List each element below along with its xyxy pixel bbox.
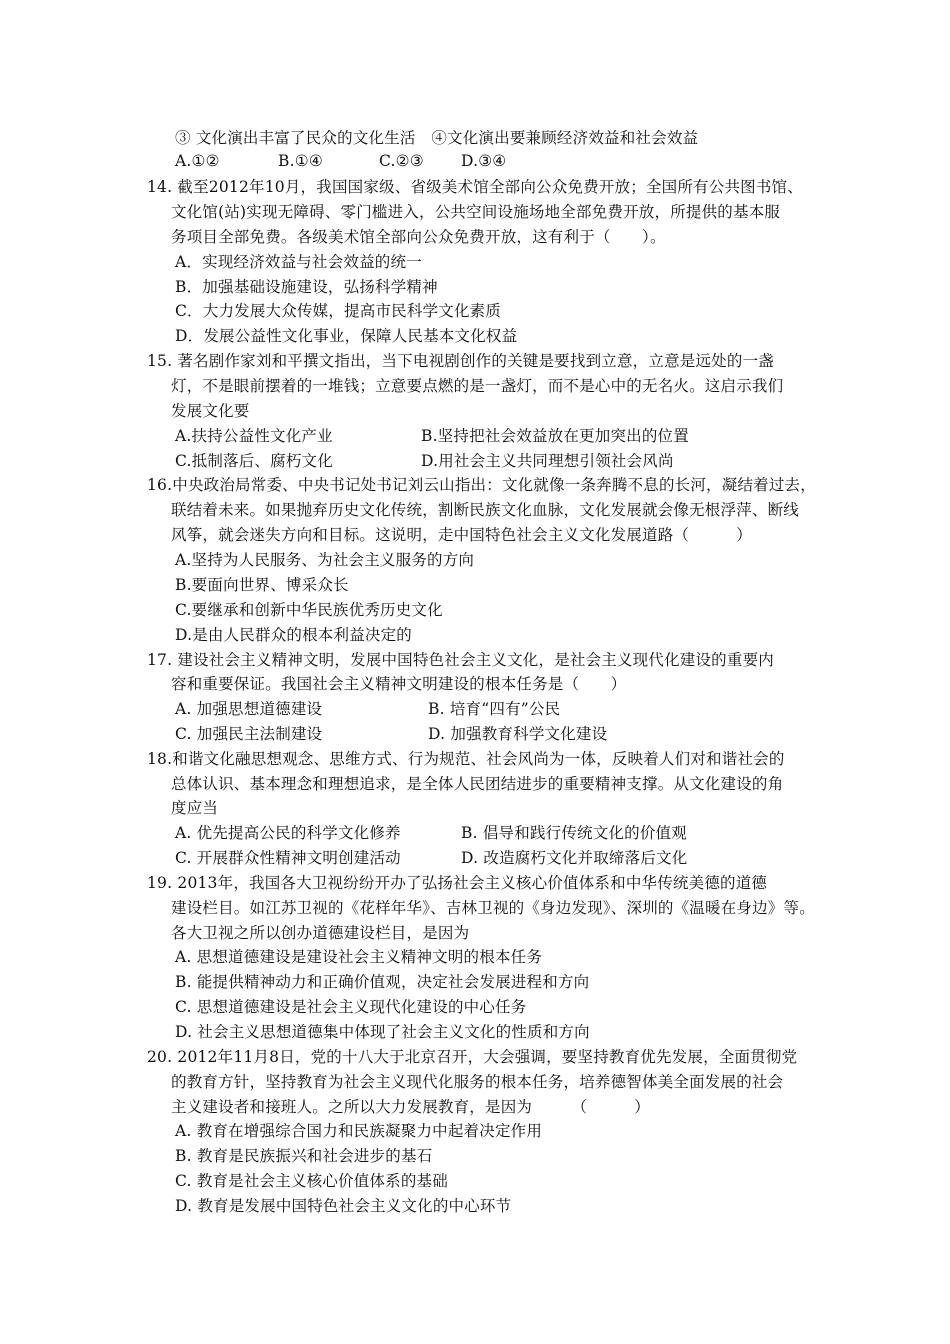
q14-stem-line: 务项目全部免费。各级美术馆全部向公众免费开放，这有利于（ ）。 bbox=[171, 228, 666, 246]
q15-stem-line: 发展文化要 bbox=[171, 402, 250, 420]
q14-option-d: D．发展公益性文化事业，保障人民基本文化权益 bbox=[175, 327, 518, 345]
q18-stem-line: 总体认识、基本理念和理想追求，是全体人民团结进步的重要精神支撑。从文化建设的角 bbox=[171, 775, 784, 793]
q14-stem-line: 文化馆(站)实现无障碍、零门槛进入，公共空间设施场地全部免费开放，所提供的基本服 bbox=[171, 203, 781, 221]
q13-option-a: A.①② bbox=[175, 152, 220, 170]
q14-option-c: C．大力发展大众传媒，提高市民科学文化素质 bbox=[175, 302, 502, 320]
q17-stem-line: 17. 建设社会主义精神文明，发展中国特色社会主义文化，是社会主义现代化建设的重要内 bbox=[147, 651, 774, 669]
q19-option-b: B. 能提供精神动力和正确价值观，决定社会发展进程和方向 bbox=[175, 973, 590, 991]
q17-option-a: A. 加强思想道德建设 bbox=[175, 700, 323, 718]
q17-option-d: D. 加强教育科学文化建设 bbox=[428, 725, 608, 743]
q13-statement-line: ③ 文化演出丰富了民众的文化生活 ④文化演出要兼顾经济效益和社会效益 bbox=[175, 129, 699, 147]
q13-option-b: B.①④ bbox=[278, 152, 323, 170]
q15-option-c: C.抵制落后、腐朽文化 bbox=[175, 452, 333, 470]
q17-option-b: B. 培育“四有”公民 bbox=[428, 700, 561, 718]
q20-stem-line: 主义建设者和接班人。之所以大力发展教育，是因为 （ ） bbox=[171, 1098, 650, 1116]
q14-option-b: B．加强基础设施建设，弘扬科学精神 bbox=[175, 278, 438, 296]
q13-option-c: C.②③ bbox=[379, 152, 424, 170]
q16-option-b: B.要面向世界、博采众长 bbox=[175, 576, 349, 594]
q18-option-d: D. 改造腐朽文化并取缔落后文化 bbox=[461, 849, 688, 867]
q18-stem-line: 度应当 bbox=[171, 799, 219, 817]
q17-stem-line: 容和重要保证。我国社会主义精神文明建设的根本任务是（ ） bbox=[171, 675, 627, 693]
q20-stem-line: 20. 2012年11月8日，党的十八大于北京召开，大会强调，要坚持教育优先发展，全面贯彻党 bbox=[147, 1048, 798, 1066]
q18-stem-line: 18.和谐文化融思想观念、思维方式、行为规范、社会风尚为一体，反映着人们对和谐社会的 bbox=[147, 750, 785, 768]
q16-stem-line: 风筝，就会迷失方向和目标。这说明，走中国特色社会主义文化发展道路（ ） bbox=[171, 526, 752, 544]
q14-option-a: A．实现经济效益与社会效益的统一 bbox=[175, 253, 422, 271]
q13-option-d: D.③④ bbox=[461, 152, 507, 170]
q18-option-c: C. 开展群众性精神文明创建活动 bbox=[175, 849, 401, 867]
q16-option-a: A.坚持为人民服务、为社会主义服务的方向 bbox=[175, 551, 475, 569]
q15-option-d: D.用社会主义共同理想引领社会风尚 bbox=[421, 452, 674, 470]
q20-option-a: A. 教育在增强综合国力和民族凝聚力中起着决定作用 bbox=[175, 1122, 543, 1140]
q16-option-c: C.要继承和创新中华民族优秀历史文化 bbox=[175, 601, 443, 619]
q14-stem-line: 14. 截至2012年10月，我国国家级、省级美术馆全部向公众免费开放；全国所有公共图书馆、 bbox=[147, 178, 803, 196]
q18-option-a: A. 优先提高公民的科学文化修养 bbox=[175, 824, 401, 842]
q16-stem-line: 联结着未来。如果抛弃历史文化传统，割断民族文化血脉，文化发展就会像无根浮萍、断线 bbox=[171, 501, 800, 519]
q19-stem-line: 各大卫视之所以创办道德建设栏目，是因为 bbox=[171, 924, 470, 942]
q15-stem-line: 灯，不是眼前摆着的一堆钱；立意要点燃的是一盏灯，而不是心中的无名火。这启示我们 bbox=[171, 377, 784, 395]
q17-option-c: C. 加强民主法制建设 bbox=[175, 725, 323, 743]
q19-stem-line: 19. 2013年，我国各大卫视纷纷开办了弘扬社会主义核心价值体系和中华传统美德的道德 bbox=[147, 874, 768, 892]
q20-option-c: C. 教育是社会主义核心价值体系的基础 bbox=[175, 1172, 448, 1190]
q15-option-a: A.扶持公益性文化产业 bbox=[175, 427, 333, 445]
q19-option-c: C. 思想道德建设是社会主义现代化建设的中心任务 bbox=[175, 998, 527, 1016]
q19-option-a: A. 思想道德建设是建设社会主义精神文明的根本任务 bbox=[175, 948, 543, 966]
q20-option-d: D. 教育是发展中国特色社会主义文化的中心环节 bbox=[175, 1197, 512, 1215]
q16-stem-line: 16.中央政治局常委、中央书记处书记刘云山指出：文化就像一条奔腾不息的长河，凝结着过去， bbox=[147, 476, 816, 494]
q19-stem-line: 建设栏目。如江苏卫视的《花样年华》、吉林卫视的《身边发现》、深圳的《温暖在身边》等。 bbox=[171, 899, 815, 917]
q18-option-b: B. 倡导和践行传统文化的价值观 bbox=[461, 824, 687, 842]
q19-option-d: D. 社会主义思想道德集中体现了社会主义文化的性质和方向 bbox=[175, 1023, 590, 1041]
q20-stem-line: 的教育方针，坚持教育为社会主义现代化服务的根本任务，培养德智体美全面发展的社会 bbox=[171, 1073, 784, 1091]
q15-stem-line: 15. 著名剧作家刘和平撰文指出，当下电视剧创作的关键是要找到立意，立意是远处的一盏 bbox=[147, 352, 774, 370]
q20-option-b: B. 教育是民族振兴和社会进步的基石 bbox=[175, 1147, 433, 1165]
q16-option-d: D.是由人民群众的根本利益决定的 bbox=[175, 626, 413, 644]
q15-option-b: B.坚持把社会效益放在更加突出的位置 bbox=[421, 427, 689, 445]
